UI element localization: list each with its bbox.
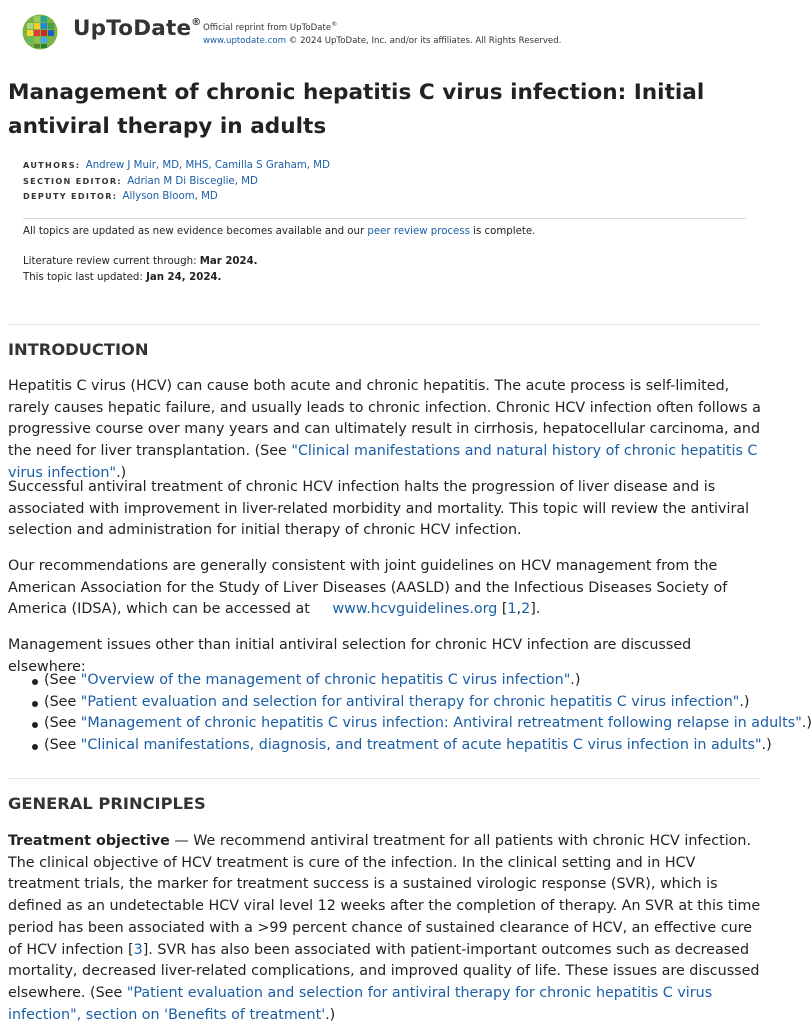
see-suffix: .) (801, 715, 812, 732)
bullet-icon (32, 722, 38, 728)
intro-paragraph-3 (8, 556, 762, 621)
last-updated-date: Jan 24, 2024. (146, 271, 222, 283)
see-prefix: (See (44, 737, 81, 754)
brand-registered-mark: ® (191, 16, 202, 28)
section-editor-link[interactable]: Adrian M Di Bisceglie, MD (127, 175, 258, 187)
intro-p1-text: Hepatitis C virus (HCV) can cause both acute and chronic hepatitis. The acute process is self-limited, rarely causes hepatic failure, and usually leads to chronic infection. Chronic HCV infection often follows a progressive course over many years and can ultimately result in cirrhosis, hepatocellular carcinoma, and the need for liver transplantation. (See (8, 378, 761, 460)
peer-review-link[interactable]: peer review process (367, 226, 470, 237)
treatment-text-2: ]. SVR has also been associated with patient-important outcomes such as decreased mortality, decreased liver-related complications, and improved quality of life. These issues are discussed elsewhere. (See (8, 941, 760, 1001)
bullet-icon (32, 701, 38, 707)
bullet-icon (32, 679, 38, 685)
general-principles-heading: GENERAL PRINCIPLES (8, 794, 206, 813)
see-suffix: .) (761, 737, 772, 754)
reprint-text: Official reprint from UpToDate (203, 22, 332, 33)
overview-management-link[interactable]: "Overview of the management of chronic hepatitis C virus infection" (80, 672, 571, 688)
deputy-editor-link[interactable]: Allyson Bloom, MD (122, 191, 218, 202)
authors-row (23, 158, 743, 174)
meta-divider (23, 218, 746, 219)
section-divider (8, 778, 760, 779)
reference-2-link[interactable]: 2 (521, 601, 531, 618)
intro-paragraph-1 (8, 376, 762, 485)
retreatment-link[interactable]: "Management of chronic hepatitis C virus infection: Antiviral retreatment following relapse in adults" (80, 715, 802, 732)
ref-bracket-open: [ (497, 601, 508, 618)
list-item (8, 735, 772, 757)
treatment-objective-paragraph (8, 831, 762, 1026)
intro-p1-end: .) (116, 464, 127, 481)
treatment-text-1: — We recommend antiviral treatment for all patients with chronic HCV infection. The clinical objective of HCV treatment is cure of the infection. In the clinical setting and in HCV treatment trials, the marker for treatment success is a sustained virologic response (SVR), which is defined as an undetectable HCV viral level 12 weeks after the completion of therapy. An SVR at this time period has been associated with a >99 percent chance of sustained clearance of HCV, an effective cure of HCV infection [ (8, 833, 761, 958)
brand-text: UpToDate (73, 16, 192, 41)
intro-paragraph-2: Successful antiviral treatment of chronic HCV infection halts the progression of liver disease and is associated with improvement in liver-related morbidity and mortality. This topic will review the antiviral selection and administration for initial therapy of chronic HCV infection. (8, 479, 750, 539)
section-divider (8, 324, 760, 325)
page-title: Management of chronic hepatitis C virus infection: Initial antiviral therapy in adults (8, 80, 705, 139)
see-suffix: .) (739, 693, 750, 710)
see-suffix: .) (570, 672, 581, 688)
copyright-text: © 2024 UpToDate, Inc. and/or its affiliates. All Rights Reserved. (286, 35, 562, 46)
see-prefix: (See (44, 693, 81, 710)
authors-label: AUTHORS: (23, 160, 81, 170)
site-link[interactable]: www.uptodate.com (203, 35, 287, 46)
patient-evaluation-link[interactable]: "Patient evaluation and selection for antiviral therapy for chronic hepatitis C virus infection" (80, 693, 740, 710)
see-prefix: (See (44, 715, 81, 732)
section-editor-row (23, 174, 743, 190)
update-notice (23, 225, 535, 239)
notice-text-before: All topics are updated as new evidence becomes available and our (23, 226, 368, 237)
authors-link[interactable]: Andrew J Muir, MD, MHS, Camilla S Graham, MD (85, 160, 330, 171)
related-topics-list (8, 670, 812, 757)
hcv-guidelines-link[interactable]: www.hcvguidelines.org (332, 601, 498, 618)
introduction-heading: INTRODUCTION (8, 340, 149, 359)
benefits-of-treatment-link[interactable]: "Patient evaluation and selection for antiviral therapy for chronic hepatitis C virus infection", section on 'Benefits of treatment' (8, 984, 713, 1023)
treatment-text-end: .) (325, 1006, 336, 1023)
reference-1-link[interactable]: 1 (507, 601, 517, 618)
copyright-line (203, 35, 561, 48)
literature-review-row (23, 254, 258, 270)
treatment-objective-lead: Treatment objective (8, 833, 170, 849)
bullet-icon (32, 744, 38, 750)
notice-text-after: is complete. (469, 226, 536, 237)
last-updated-label: This topic last updated: (23, 271, 147, 283)
section-editor-label: SECTION EDITOR: (23, 175, 122, 186)
ref-bracket-close: ]. (530, 601, 541, 618)
author-block (23, 158, 743, 205)
deputy-editor-row (23, 189, 743, 205)
uptodate-logo-icon[interactable] (22, 14, 58, 50)
acute-hcv-link[interactable]: "Clinical manifestations, diagnosis, and treatment of acute hepatitis C virus infection in adults" (80, 737, 762, 754)
natural-history-link[interactable]: "Clinical manifestations and natural history of chronic hepatitis C virus infection" (8, 443, 758, 481)
lit-review-label: Literature review current through: (23, 256, 200, 267)
deputy-editor-label: DEPUTY EDITOR: (23, 191, 118, 201)
reprint-line (203, 18, 561, 35)
reprint-notice (203, 18, 561, 48)
list-item (8, 692, 762, 714)
list-item (8, 713, 812, 735)
site-header (22, 14, 762, 50)
lit-review-date: Mar 2024. (199, 256, 258, 267)
reprint-registered-mark: ® (331, 21, 338, 28)
intro-p3-text: Our recommendations are generally consistent with joint guidelines on HCV management from the American Association for the Study of Liver Diseases (AASLD) and the Infectious Diseases Society of America (IDSA), which can be accessed at (8, 558, 728, 618)
last-updated-row (23, 270, 258, 286)
intro-paragraph-4: Management issues other than initial antiviral selection for chronic HCV infection are discussed elsewhere: (8, 637, 692, 675)
reference-3-link[interactable]: 3 (133, 941, 143, 958)
list-item (8, 670, 762, 692)
see-prefix: (See (44, 672, 81, 688)
ref-separator: , (516, 601, 522, 618)
review-dates (23, 254, 258, 285)
brand-name[interactable] (73, 16, 201, 41)
